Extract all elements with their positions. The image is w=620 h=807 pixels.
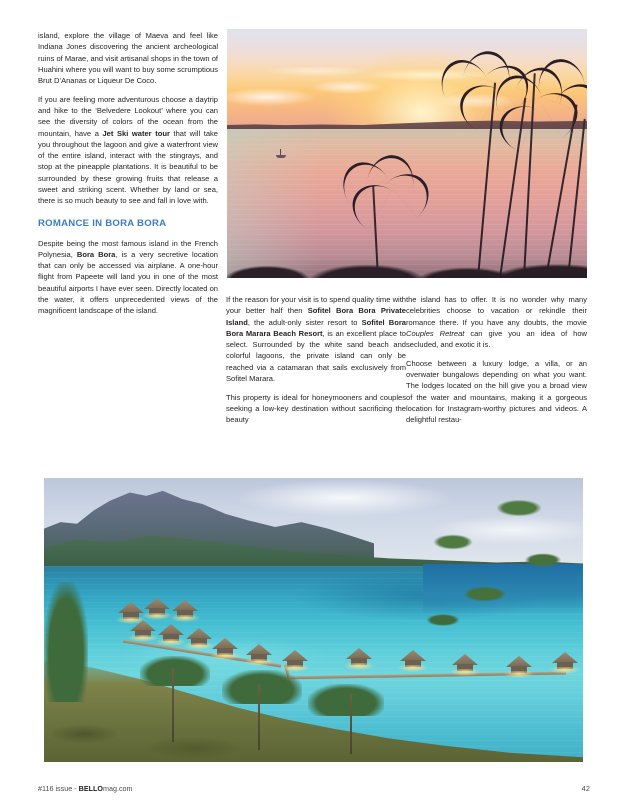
footer-brand-domain: mag.com	[102, 783, 133, 793]
foreground-shrub	[222, 670, 302, 704]
foreground-branches	[423, 498, 573, 698]
foreground-palm-trunk	[258, 684, 260, 750]
foreground-shrub	[140, 656, 210, 686]
paragraph: island, explore the village of Maeva and feel like Indiana Jones discovering the ancient archeological ruins of Marae, and visit artisanal shops in the town of Huahini where you will want to buy some scrumptious Brut D’Ananas or Liqueur De Coco.	[38, 31, 218, 86]
foreground-palm-trunk	[350, 694, 352, 754]
foreground-shrub	[308, 684, 384, 716]
overwater-bungalow	[144, 598, 170, 616]
paragraph: the island has to offer. It is no wonder why many celebrities choose to vacation or rekindle their romance there. If you have any doubts, the movie Couples Retreat can give you an idea of how secluded, and exotic it is.	[406, 295, 587, 350]
foreground-shrub	[44, 582, 88, 702]
emphasis-jet-ski-water-tour: Jet Ski water tour	[102, 128, 170, 138]
overwater-bungalow	[282, 650, 308, 668]
paragraph: Despite being the most famous island in the French Polynesia, Bora Bora, is a very secretive location that can only be accessed via airplane. A one-hour flight from Papeete will land you in one of the most beautiful airports I have ever seen. Directly located on the water, it offers unprecedented views of the magnificent landscape of the island.	[38, 238, 218, 316]
overwater-bungalow	[186, 628, 212, 646]
footer-issue-prefix: #116 issue -	[38, 783, 79, 793]
photo-sunset-lagoon-palms	[227, 29, 587, 278]
section-heading-romance-in-bora-bora: ROMANCE IN BORA BORA	[38, 217, 167, 229]
page-number: 42	[581, 783, 590, 793]
overwater-bungalow	[130, 620, 156, 638]
foreground-palm-trunk	[172, 668, 174, 742]
overwater-bungalow	[346, 648, 372, 666]
paragraph: Choose between a luxury lodge, a villa, or an overwater bungalows depending on what you want. The lodges located on the hill give you a broad view of the water and mountains, making it a gorgeous location for Instagram-worthy pictures and videos. A delightful restau-	[406, 358, 587, 425]
emphasis-sofitel-marara-beach-resort: Sofitel Bora Bora Marara Beach Resort	[226, 317, 406, 338]
overwater-bungalow	[172, 600, 198, 618]
text-column-three	[406, 294, 587, 425]
footer-brand: BELLO	[78, 783, 103, 793]
emphasis-couples-retreat-title: Couples Retreat	[406, 328, 465, 338]
footer-issue-label	[38, 784, 133, 793]
paragraph: If the reason for your visit is to spend quality time with your better half then Sofitel Bora Bora Private Island, the adult-only sister resort to Sofitel Bora Bora Marara Beach Resort, is an excellent place to select. Surrounded by the white sand beach and colorful lagoons, the private island can only be reached via a catamaran that sails exclusively from Sofitel Marara.	[226, 295, 407, 383]
paragraph: If you are feeling more adventurous choose a daytrip and hike to the ‘Belvedere Lookout’ where you can see the diversity of colors of the ocean from the mountain, have a Jet Ski water tour that will take you throughout the lagoon and give a waterfront view of the entire island, interact with the stingrays, and stop at the pineapple plantations. It is beautiful to be surrounded by these growing fruits that release a sweet and striking scent. Whether by land or sea, there is so much beauty to see and fall in love with.	[38, 94, 218, 206]
page-footer	[38, 782, 590, 794]
text-column-two	[226, 294, 406, 425]
emphasis-bora-bora: Bora Bora	[76, 249, 116, 259]
overwater-bungalow	[246, 644, 272, 662]
emphasis-sofitel-private-island: Sofitel Bora Bora Private Island	[226, 306, 406, 327]
overwater-bungalow	[118, 602, 144, 620]
overwater-bungalow	[212, 638, 238, 656]
overwater-bungalow	[158, 624, 184, 642]
foreground-brush	[227, 232, 587, 278]
text-column-one	[38, 30, 218, 317]
paragraph: This property is ideal for honeymooners and couples seeking a low-key destination without sacrificing the beauty	[226, 392, 406, 425]
photo-bora-bora-overwater-bungalows	[44, 478, 583, 762]
